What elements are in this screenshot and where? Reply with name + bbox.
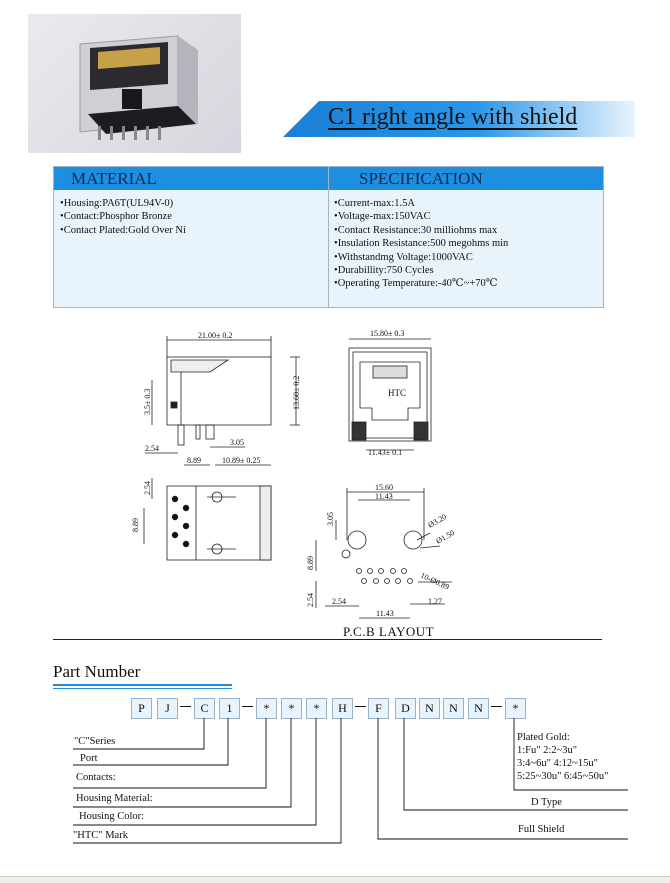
pn-box: N [443, 698, 464, 719]
spec-item: • Insulation Resistance:500 megohms min [334, 237, 508, 250]
dim-pcb-hole-small: Ø1.50 [434, 528, 457, 546]
dim-pcb-254-a: 2.54 [306, 593, 315, 607]
pcb-layout-title: P.C.B LAYOUT [343, 624, 435, 639]
pn-box: * [281, 698, 302, 719]
contacts-label: Contacts: [76, 772, 116, 783]
plated-gold-option: 5:25~30u" 6:45~50u" [517, 771, 609, 782]
pn-box: N [468, 698, 489, 719]
dim-side-height: 13.60± 0.2 [292, 375, 301, 410]
dim-pcb-254-b: 2.54 [332, 597, 346, 606]
dim-pcb-bottom: 11.43 [376, 609, 394, 618]
material-item: • Contact Plated:Gold Over Ni [60, 224, 186, 237]
pn-box: C [194, 698, 215, 719]
pn-box: P [131, 698, 152, 719]
spec-item: • Withstandmg Voltage:1000VAC [334, 251, 508, 264]
dim-pcb-305: 3.05 [326, 512, 335, 526]
material-item: • Housing:PA6T(UL94V-0) [60, 197, 186, 210]
pn-box: D [395, 698, 416, 719]
material-heading: MATERIAL [71, 169, 157, 188]
dim-side-305: 3.05 [230, 438, 244, 447]
pn-box: * [505, 698, 526, 719]
specification-heading: SPECIFICATION [359, 169, 483, 188]
dim-side-width: 21.00± 0.2 [198, 331, 233, 340]
dim-bottom-889: 8.89 [131, 518, 140, 532]
htc-mark-label: "HTC" Mark [73, 830, 128, 841]
pn-box: * [306, 698, 327, 719]
part-number-title: Part Number [53, 662, 141, 681]
dim-side-889: 8.89 [187, 456, 201, 465]
page-title: C1 right angle with shield [328, 104, 578, 130]
housing-material-label: Housing Material: [76, 793, 153, 804]
spec-item: • Contact Resistance:30 milliohms max [334, 224, 508, 237]
series-label: "C"Series [74, 736, 116, 747]
port-label: Port [80, 753, 98, 764]
pn-box: H [332, 698, 353, 719]
dim-pcb-hole-large: Ø3.20 [426, 512, 449, 530]
housing-color-label: Housing Color: [79, 811, 145, 822]
pn-box: * [256, 698, 277, 719]
dim-pcb-889: 8.89 [306, 556, 315, 570]
dim-bottom-254: 2.54 [143, 481, 152, 495]
dim-pcb-127: 1.27 [428, 597, 442, 606]
full-shield-label: Full Shield [518, 824, 565, 835]
spec-item: • Durabillity:750 Cycles [334, 264, 508, 277]
dim-side-left: 3.5± 0.3 [143, 388, 152, 415]
pn-box: F [368, 698, 389, 719]
plated-gold-option: 3:4~6u" 4:12~15u" [517, 758, 598, 769]
material-item: • Contact:Phosphor Bronze [60, 210, 186, 223]
pn-box: 1 [219, 698, 240, 719]
dim-pcb-pins: 10-Ø0.89 [419, 570, 451, 592]
dim-pcb-width: 15.60 [375, 483, 393, 492]
dim-front-bottom: 11.43± 0.1 [368, 448, 403, 457]
spec-item: • Current-max:1.5A [334, 197, 508, 210]
pn-box: N [419, 698, 440, 719]
spec-item: • Voltage-max:150VAC [334, 210, 508, 223]
dim-front-width: 15.80± 0.3 [370, 329, 405, 338]
front-logo: HTC [388, 388, 406, 398]
dim-pcb-inner: 11.43 [375, 492, 393, 501]
pn-box: J [157, 698, 178, 719]
spec-item: • Operating Temperature:-40℃~+70℃ [334, 277, 508, 290]
plated-gold-title: Plated Gold: [517, 732, 570, 743]
dim-side-254: 2.54 [145, 444, 159, 453]
plated-gold-option: 1:Fu" 2:2~3u" [517, 745, 578, 756]
d-type-label: D Type [531, 797, 562, 808]
dim-side-1089: 10.89± 0.25 [222, 456, 261, 465]
